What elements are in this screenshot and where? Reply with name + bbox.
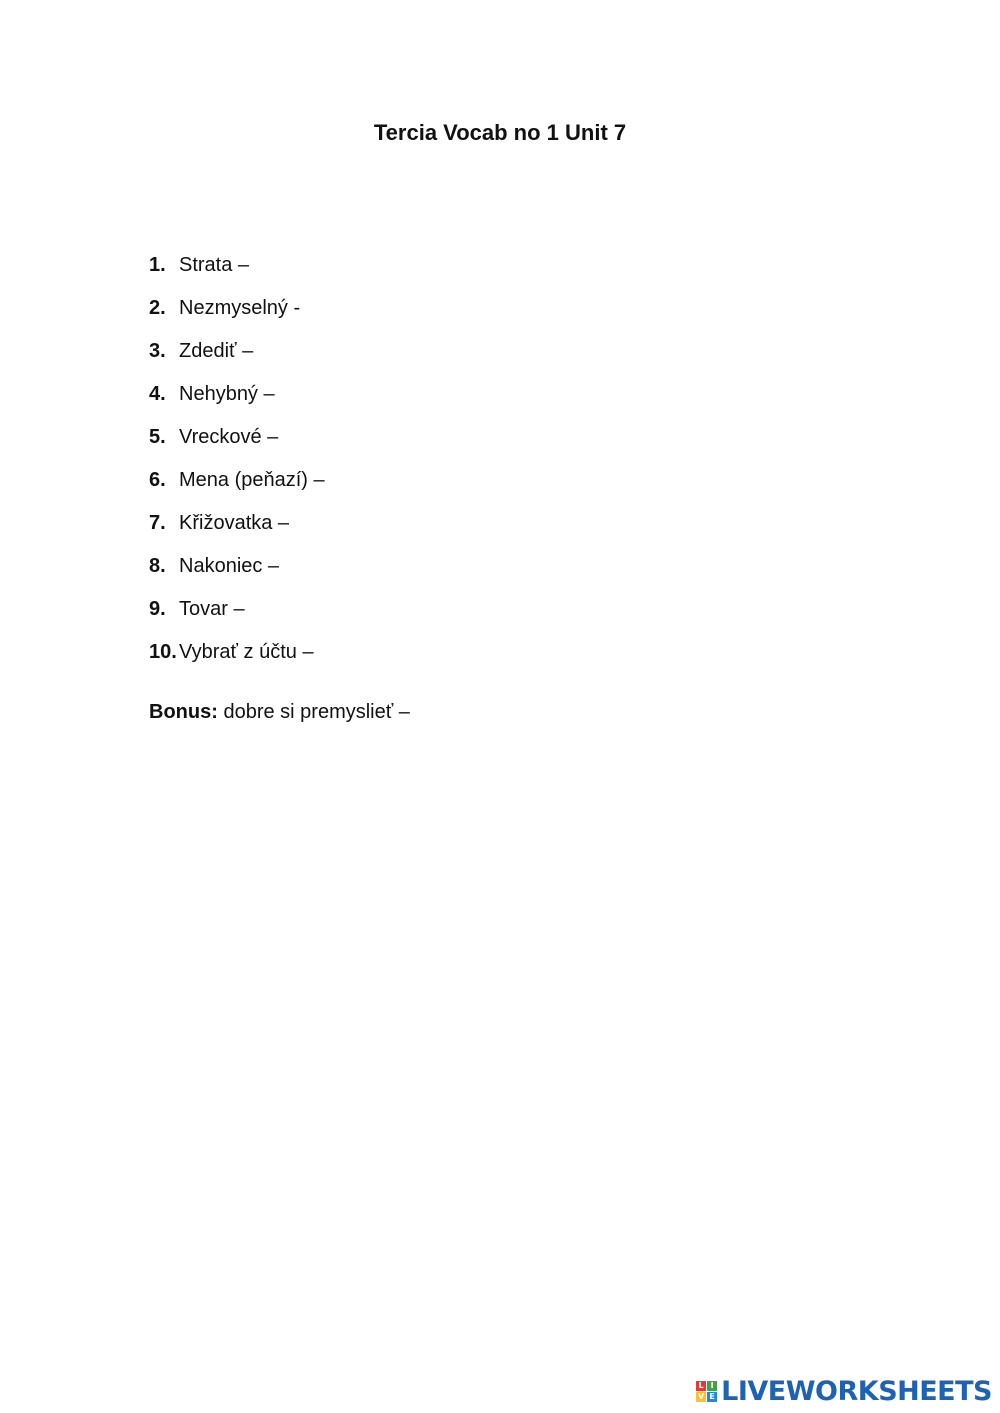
item-number: 3.: [149, 340, 166, 362]
item-number: 10.: [149, 641, 177, 663]
list-item: [149, 467, 325, 510]
item-word: Zdediť –: [179, 340, 254, 362]
item-number: 1.: [149, 254, 166, 276]
item-number: 7.: [149, 512, 166, 534]
item-number: 6.: [149, 469, 166, 491]
item-word: Nezmyselný -: [179, 297, 301, 319]
vocab-list: [149, 252, 325, 682]
logo-icon: [696, 1381, 717, 1402]
item-word: Křižovatka –: [179, 512, 290, 534]
list-item: [149, 381, 325, 424]
logo-text: LIVEWORKSHEETS: [721, 1376, 992, 1407]
item-number: 8.: [149, 555, 166, 577]
item-word: Nakoniec –: [179, 555, 280, 577]
item-number: 2.: [149, 297, 166, 319]
logo-letter-e: E: [707, 1392, 717, 1402]
item-word: Strata –: [179, 254, 250, 276]
logo-letter-i: I: [707, 1381, 717, 1391]
bonus-label: Bonus:: [149, 701, 218, 723]
bonus-line: [149, 699, 410, 725]
item-number: 4.: [149, 383, 166, 405]
list-item: [149, 596, 325, 639]
list-item: [149, 338, 325, 381]
item-word: Mena (peňazí) –: [179, 469, 325, 491]
page-title: Tercia Vocab no 1 Unit 7: [373, 120, 627, 145]
list-item: [149, 510, 325, 553]
item-word: Tovar –: [179, 598, 245, 620]
logo-letter-v: V: [698, 1392, 705, 1401]
item-word: Vreckové –: [179, 426, 279, 448]
list-item: [149, 424, 325, 467]
item-number: 5.: [149, 426, 166, 448]
list-item: [149, 295, 325, 338]
bonus-text: dobre si premyslieť –: [223, 701, 410, 723]
item-word: Vybrať z účtu –: [179, 641, 314, 663]
item-word: Nehybný –: [179, 383, 275, 405]
list-item: [149, 553, 325, 596]
item-number: 9.: [149, 598, 166, 620]
logo-letter-l: L: [696, 1381, 706, 1391]
liveworksheets-logo: [696, 1376, 992, 1407]
list-item: [149, 252, 325, 295]
list-item: [149, 639, 325, 682]
